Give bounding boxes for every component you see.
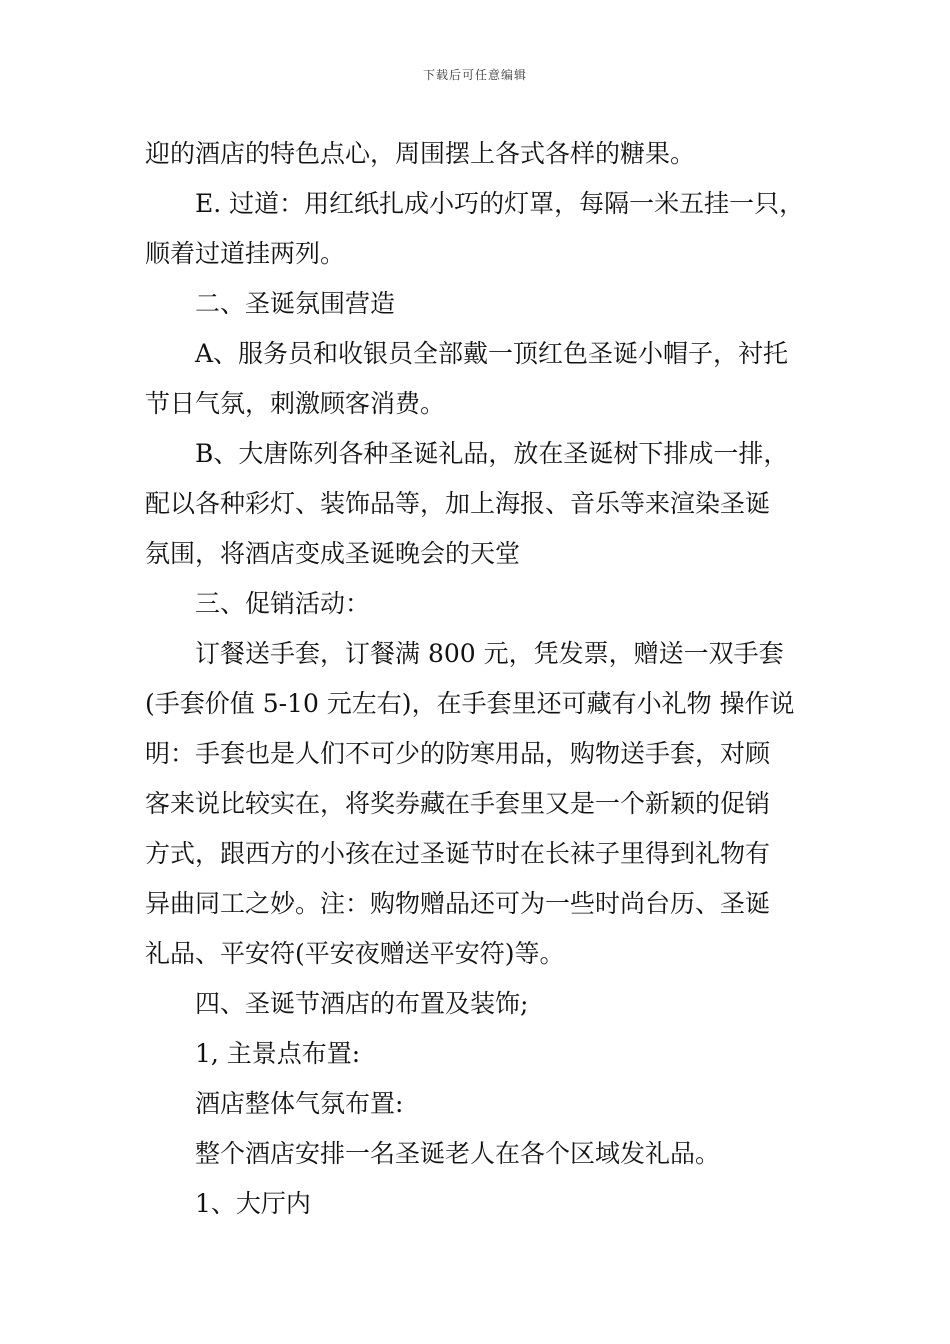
paragraph-line: 明：手套也是人们不可少的防寒用品，购物送手套，对顾: [145, 739, 771, 768]
document-body: [145, 129, 810, 1229]
page-header: 下载后可任意编辑: [422, 68, 527, 82]
subsection-heading: 1, 主景点布置:: [195, 1039, 361, 1068]
subsection-heading: 1、大厅内: [195, 1189, 311, 1218]
paragraph-line: 客来说比较实在，将奖券藏在手套里又是一个新颖的促销: [145, 789, 771, 818]
paragraph-line: 迎的酒店的特色点心，周围摆上各式各样的糖果。: [145, 139, 696, 168]
section-heading: 四、圣诞节酒店的布置及装饰;: [195, 989, 529, 1018]
paragraph-line: 配以各种彩灯、装饰品等，加上海报、音乐等来渲染圣诞: [145, 489, 771, 518]
paragraph-line: E. 过道：用红纸扎成小巧的灯罩，每隔一米五挂一只，: [195, 189, 805, 218]
paragraph-line: B、大唐陈列各种圣诞礼品，放在圣诞树下排成一排，: [195, 439, 789, 468]
section-heading: 二、圣诞氛围营造: [195, 289, 396, 318]
paragraph-line: A、服务员和收银员全部戴一顶红色圣诞小帽子，衬托: [195, 339, 789, 368]
paragraph-line: 整个酒店安排一名圣诞老人在各个区域发礼品。: [195, 1139, 721, 1168]
paragraph-line: 方式，跟西方的小孩在过圣诞节时在长袜子里得到礼物有: [145, 839, 771, 868]
paragraph-line: 顺着过道挂两列。: [145, 239, 346, 268]
paragraph-line: 订餐送手套，订餐满 800 元，凭发票，赠送一双手套: [195, 639, 784, 668]
paragraph-line: (手套价值 5-10 元左右)，在手套里还可藏有小礼物 操作说: [145, 689, 795, 718]
paragraph-line: 异曲同工之妙。注：购物赠品还可为一些时尚台历、圣诞: [145, 889, 771, 918]
section-heading: 三、促销活动：: [195, 589, 371, 618]
paragraph-line: 氛围，将酒店变成圣诞晚会的天堂: [145, 539, 521, 568]
paragraph-line: 节日气氛，刺激顾客消费。: [145, 389, 446, 418]
paragraph-line: 酒店整体气氛布置:: [195, 1089, 404, 1118]
paragraph-line: 礼品、平安符(平安夜赠送平安符)等。: [145, 939, 565, 968]
